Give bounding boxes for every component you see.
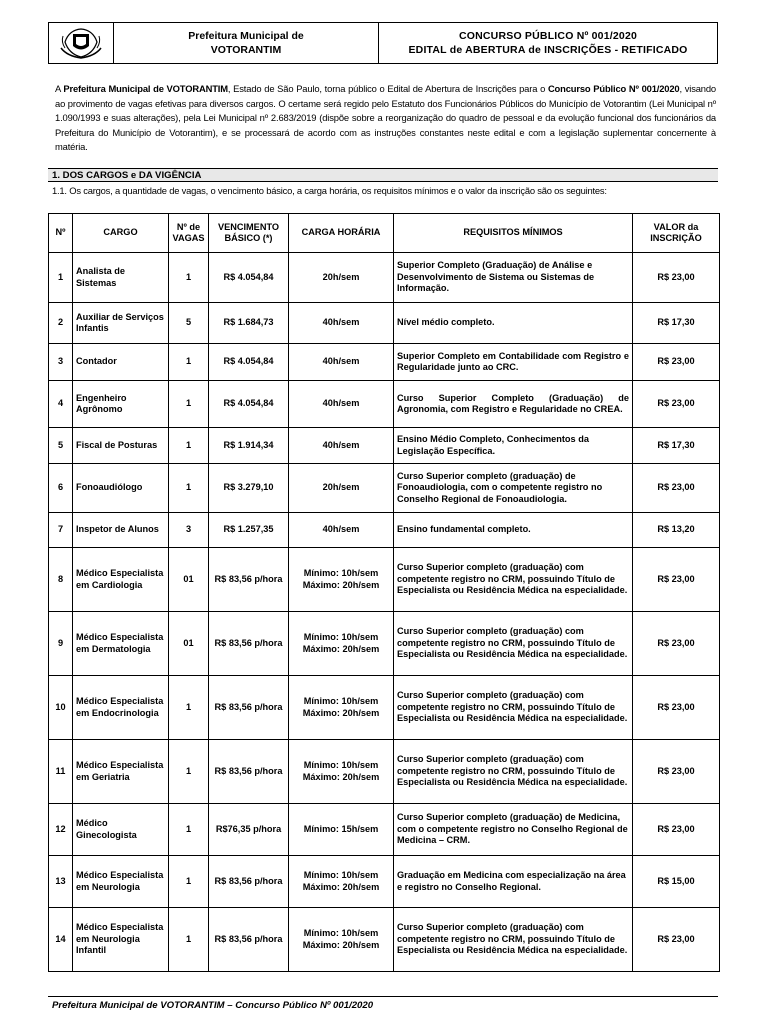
cell-vagas: 01 [169,612,209,676]
cell-vencimento: R$76,35 p/hora [209,804,289,856]
cell-vencimento: R$ 83,56 p/hora [209,612,289,676]
cell-num: 9 [49,612,73,676]
table-row [49,856,720,908]
cell-requisitos: Graduação em Medicina com especialização na área e registro no Conselho Regional. [394,856,633,908]
cell-vencimento: R$ 83,56 p/hora [209,548,289,612]
cell-num: 7 [49,513,73,548]
cell-num: 11 [49,740,73,804]
org-line-1: Prefeitura Municipal de [188,30,304,42]
cell-cargo: Inspetor de Alunos [73,513,169,548]
cell-cargo: Médico Especialista em Neurologia Infantil [73,908,169,972]
cell-valor: R$ 23,00 [633,548,720,612]
cell-vencimento: R$ 4.054,84 [209,344,289,381]
table-row [49,381,720,428]
table-row [49,428,720,464]
cell-carga: 40h/sem [289,303,394,344]
cell-num: 1 [49,253,73,303]
header-vencimento: VENCIMENTO BÁSICO (*) [209,214,289,253]
cell-cargo: Auxiliar de Serviços Infantis [73,303,169,344]
table-header-row [49,214,720,253]
cell-requisitos: Curso Superior completo (graduação) de Medicina, com o competente registro no Conselho Regional de Medicina – CRM. [394,804,633,856]
cell-valor: R$ 23,00 [633,344,720,381]
cell-vencimento: R$ 83,56 p/hora [209,908,289,972]
table-row [49,676,720,740]
cell-cargo: Médico Especialista em Dermatologia [73,612,169,676]
cell-requisitos: Superior Completo (Graduação) de Análise e Desenvolvimento de Sistema ou Sistemas de Informação. [394,253,633,303]
cell-vencimento: R$ 4.054,84 [209,381,289,428]
cell-cargo: Contador [73,344,169,381]
cell-valor: R$ 23,00 [633,253,720,303]
cell-vencimento: R$ 1.257,35 [209,513,289,548]
cell-carga: Mínimo: 10h/sem Máximo: 20h/sem [289,548,394,612]
cell-cargo: Médico Ginecologista [73,804,169,856]
intro-text-2: , Estado de São Paulo, torna público o Edital de Abertura de Inscrições para o [227,83,548,94]
cell-carga: Mínimo: 10h/sem Máximo: 20h/sem [289,740,394,804]
header-cargo: CARGO [73,214,169,253]
cell-vagas: 1 [169,464,209,513]
cell-vencimento: R$ 83,56 p/hora [209,676,289,740]
cell-requisitos: Curso Superior completo (graduação) com competente registro no CRM, possuindo Título de Especialista ou Residência Médica na especialidade. [394,908,633,972]
cell-num: 8 [49,548,73,612]
header-carga: CARGA HORÁRIA [289,214,394,253]
cell-carga: 20h/sem [289,464,394,513]
section-title: 1. DOS CARGOS e DA VIGÊNCIA [48,168,718,182]
cell-requisitos: Curso Superior completo (graduação) com competente registro no CRM, possuindo Título de Especialista ou Residência Médica na especialidade. [394,676,633,740]
intro-paragraph [55,82,716,155]
cell-num: 10 [49,676,73,740]
cell-cargo: Analista de Sistemas [73,253,169,303]
cell-valor: R$ 23,00 [633,908,720,972]
cell-requisitos: Nível médio completo. [394,303,633,344]
cell-requisitos: Superior Completo em Contabilidade com Registro e Regularidade junto ao CRC. [394,344,633,381]
cell-valor: R$ 17,30 [633,303,720,344]
cell-requisitos: Ensino Médio Completo, Conhecimentos da Legislação Específica. [394,428,633,464]
cell-valor: R$ 23,00 [633,804,720,856]
cell-vagas: 1 [169,856,209,908]
intro-bold-1: Prefeitura Municipal de VOTORANTIM [63,83,228,94]
document-title [379,23,717,63]
cell-carga: 40h/sem [289,344,394,381]
table-row [49,464,720,513]
cell-cargo: Médico Especialista em Geriatria [73,740,169,804]
cell-vagas: 1 [169,740,209,804]
cell-vencimento: R$ 3.279,10 [209,464,289,513]
table-row [49,253,720,303]
cell-cargo: Fonoaudiólogo [73,464,169,513]
cell-vagas: 1 [169,804,209,856]
org-line-2: VOTORANTIM [210,44,282,56]
cell-num: 14 [49,908,73,972]
cell-carga: Mínimo: 15h/sem [289,804,394,856]
cell-valor: R$ 15,00 [633,856,720,908]
cell-valor: R$ 23,00 [633,381,720,428]
title-line-1: CONCURSO PÚBLICO Nº 001/2020 [458,30,638,42]
cell-vagas: 1 [169,908,209,972]
cell-vagas: 1 [169,428,209,464]
header-requisitos: REQUISITOS MÍNIMOS [394,214,633,253]
organization-name [114,23,379,63]
logo-cell [49,23,114,63]
title-line-2: EDITAL de ABERTURA de INSCRIÇÕES - RETIFICADO [408,44,688,56]
cell-carga: Mínimo: 10h/sem Máximo: 20h/sem [289,908,394,972]
intro-bold-2: Concurso Público Nº 001/2020 [547,83,680,94]
intro-text-1: A [55,83,64,94]
cell-vagas: 1 [169,344,209,381]
cell-num: 2 [49,303,73,344]
cell-cargo: Médico Especialista em Cardiologia [73,548,169,612]
cell-vencimento: R$ 1.914,34 [209,428,289,464]
cell-carga: 40h/sem [289,381,394,428]
table-row [49,612,720,676]
footer-divider [48,996,718,997]
cell-valor: R$ 17,30 [633,428,720,464]
cell-valor: R$ 23,00 [633,740,720,804]
table-row [49,303,720,344]
cell-num: 13 [49,856,73,908]
cell-requisitos: Curso Superior Completo (Graduação) de Agronomia, com Registro e Regularidade no CREA. [394,381,633,428]
cell-vagas: 1 [169,381,209,428]
table-row [49,548,720,612]
cell-num: 4 [49,381,73,428]
cell-valor: R$ 23,00 [633,676,720,740]
table-row [49,908,720,972]
cell-num: 5 [49,428,73,464]
table-row [49,344,720,381]
cell-requisitos: Curso Superior completo (graduação) com competente registro no CRM, possuindo Título de Especialista ou Residência Médica na especialidade. [394,740,633,804]
cell-carga: 20h/sem [289,253,394,303]
table-row [49,804,720,856]
cell-vencimento: R$ 83,56 p/hora [209,856,289,908]
cell-cargo: Fiscal de Posturas [73,428,169,464]
cell-vagas: 3 [169,513,209,548]
cell-carga: Mínimo: 10h/sem Máximo: 20h/sem [289,612,394,676]
page-footer: Prefeitura Municipal de VOTORANTIM – Concurso Público Nº 001/2020 [52,1000,374,1011]
header-vagas: Nº de VAGAS [169,214,209,253]
document-header [48,22,718,64]
cell-vencimento: R$ 4.054,84 [209,253,289,303]
cell-requisitos: Curso Superior completo (graduação) de Fonoaudiologia, com o competente registro no Conselho Regional de Fonoaudiologia. [394,464,633,513]
cell-cargo: Médico Especialista em Endocrinologia [73,676,169,740]
cell-requisitos: Ensino fundamental completo. [394,513,633,548]
intro-text-3: , visando ao provimento de vagas efetivas para diversos cargos. O certame será regido pelo Estatuto dos Funcionários Públicos do Município de Votorantim (Lei Municipal nº 1.090/1993 e suas alterações), pela Lei Municipal nº 2.683/2019 (dispõe sobre a reorganização do quadro de pessoal e da evolução funcional dos funcionários da Prefeitura do Município de Votorantim), e se processará de acordo com as instruções constantes neste edital e com a legislação suplementar concernente à matéria. [55,83,716,153]
cell-vencimento: R$ 1.684,73 [209,303,289,344]
cell-carga: 40h/sem [289,428,394,464]
section-subtitle: 1.1. Os cargos, a quantidade de vagas, o vencimento básico, a carga horária, os requisitos mínimos e o valor da inscrição são os seguintes: [52,185,607,196]
cell-cargo: Médico Especialista em Neurologia [73,856,169,908]
coat-of-arms-icon [59,26,103,60]
cell-requisitos: Curso Superior completo (graduação) com competente registro no CRM, possuindo Título de Especialista ou Residência Médica na especialidade. [394,612,633,676]
cell-valor: R$ 13,20 [633,513,720,548]
cell-carga: Mínimo: 10h/sem Máximo: 20h/sem [289,676,394,740]
cell-valor: R$ 23,00 [633,612,720,676]
cell-num: 3 [49,344,73,381]
cargos-table [48,213,720,972]
header-valor: VALOR da INSCRIÇÃO [633,214,720,253]
cell-cargo: Engenheiro Agrônomo [73,381,169,428]
cell-vagas: 1 [169,253,209,303]
cell-valor: R$ 23,00 [633,464,720,513]
cell-carga: 40h/sem [289,513,394,548]
header-num: Nº [49,214,73,253]
cell-vagas: 5 [169,303,209,344]
cell-vagas: 01 [169,548,209,612]
cell-num: 12 [49,804,73,856]
cell-num: 6 [49,464,73,513]
table-row [49,740,720,804]
table-row [49,513,720,548]
cell-carga: Mínimo: 10h/sem Máximo: 20h/sem [289,856,394,908]
cell-requisitos: Curso Superior completo (graduação) com competente registro no CRM, possuindo Título de Especialista ou Residência Médica na especialidade. [394,548,633,612]
cell-vencimento: R$ 83,56 p/hora [209,740,289,804]
cell-vagas: 1 [169,676,209,740]
